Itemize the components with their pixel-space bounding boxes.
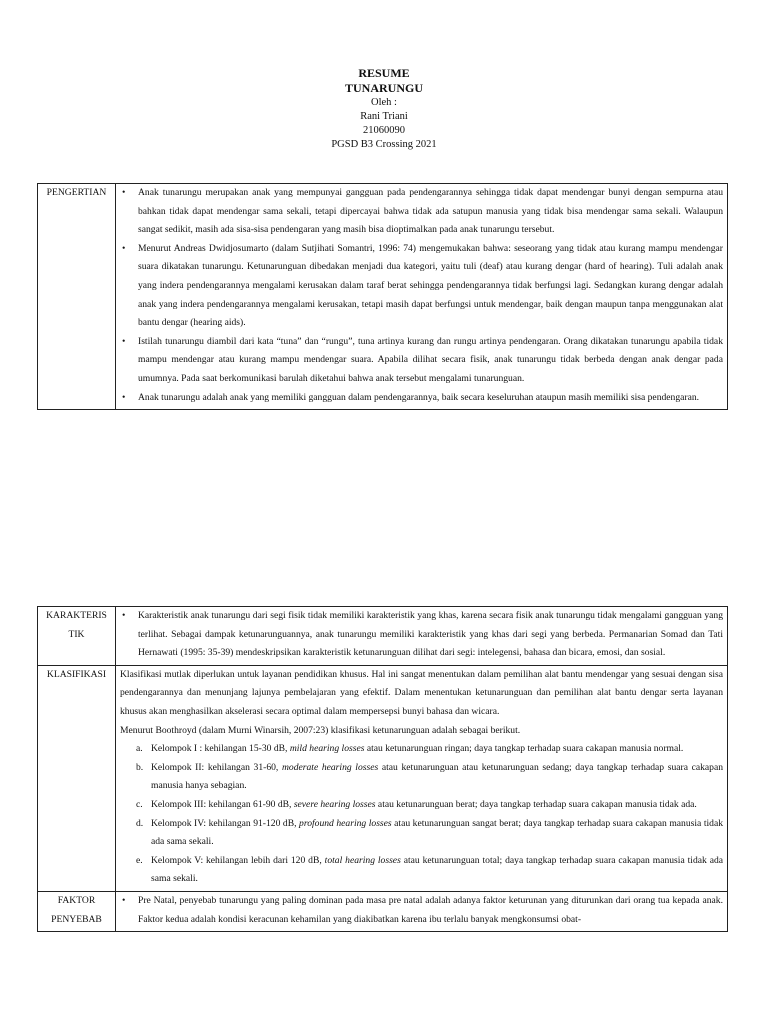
- list-item: • Pre Natal, penyebab tunarungu yang paling dominan pada masa pre natal adalah adanya faktor keturunan yang diturunkan dari orang tua kepada anak. Faktor kedua adalah kondisi keracunan kehamilan yang diakibatkan karena ibu terlalu banyak mengkonsumsi obat-: [138, 892, 723, 929]
- document-subtitle: TUNARUNGU: [345, 81, 423, 95]
- bullet-icon: •: [122, 187, 126, 198]
- author-by-label: Oleh :: [371, 97, 397, 108]
- list-item: • Karakteristik anak tunarungu dari segi fisik tidak memiliki karakteristik yang khas, karena secara fisik anak tunarungu tidak mengalami gangguan yang terlihat. Sebagai dampak ketunarunguannya, anak tunarungu memiliki karakteristik yang khas dari segi yang berbeda. Permanarian Somad dan Tati Hernawati (1995: 35-39) mendeskripsikan karakteristik ketunarunguan dilihat dari segi: intelegensi, bahasa dan bicara, emosi, dan sosial.: [138, 607, 723, 663]
- bullet-icon: •: [122, 894, 126, 906]
- list-item: • Istilah tunarungu diambil dari kata “tuna” dan “rungu”, tuna artinya kurang dan rungu artinya pendengaran. Orang dikatakan tunarungu apabila tidak mampu mendengar atau kurang mampu mendengar suara. Apabila dilihat secara fisik, anak tunarungu tidak berbeda dengan anak dengar pada umumnya. Pada saat berkomunikasi barulah diketahui bahwa anak tersebut mengalami tunarunguan.: [138, 333, 723, 389]
- document-title: RESUME: [358, 66, 410, 80]
- table-row: [38, 184, 728, 410]
- row-content-faktor-penyebab: [116, 891, 728, 931]
- list-item: b. Kelompok II: kehilangan 31-60, moderate hearing losses atau ketunarunguan atau ketunarunguan sedang; daya tangkap terhadap suara cakapan manusia hanya sebagian.: [136, 761, 724, 792]
- row-label-karakteristik: KARAKTERIS TIK: [38, 607, 116, 666]
- list-item: d. Kelompok IV: kehilangan 91-120 dB, profound hearing losses atau ketunarunguan sangat berat; daya tangkap terhadap suara cakapan manusia tidak ada sama sekali.: [136, 817, 723, 848]
- row-content-klasifikasi: [116, 665, 728, 891]
- pengertian-table: [37, 183, 728, 410]
- classification-table: [37, 606, 728, 932]
- author-nim: 21060090: [363, 125, 405, 136]
- table-row: [38, 665, 728, 891]
- row-label-faktor-penyebab: FAKTOR PENYEBAB: [38, 891, 116, 931]
- author-name: Rani Triani: [360, 111, 408, 122]
- list-item: • Anak tunarungu merupakan anak yang mempunyai gangguan pada pendengarannya sehingga tidak dapat mendengar bunyi dengan sempurna atau bahkan tidak dapat mendengar sama sekali, tetapi dipercayai bahwa tidak ada satupun manusia yang tidak bisa mendengar sama sekali. Walaupun sangat sedikit, masih ada sisa-sisa pendengaran yang masih bisa dioptimalkan pada anak tunarungu tersebut.: [138, 184, 723, 240]
- bullet-list: [120, 184, 723, 407]
- klasifikasi-source: Menurut Boothroyd (dalam Murni Winarsih, 2007:23) klasifikasi ketunarunguan adalah sebagai berikut.: [120, 724, 521, 736]
- document-header: [0, 66, 768, 152]
- list-item: • Anak tunarungu adalah anak yang memiliki gangguan dalam pendengarannya, baik secara keseluruhan ataupun masih memiliki sisa pendengaran.: [138, 389, 723, 408]
- bullet-list: [120, 607, 723, 663]
- table-row: [38, 607, 728, 666]
- table-row: [38, 891, 728, 931]
- row-content-karakteristik: [116, 607, 728, 666]
- bullet-list: [120, 892, 723, 929]
- row-content-pengertian: [116, 184, 728, 410]
- list-item: c. Kelompok III: kehilangan 61-90 dB, severe hearing losses atau ketunarunguan berat; daya tangkap terhadap suara cakapan manusia tidak ada.: [136, 798, 697, 810]
- list-item: e. Kelompok V: kehilangan lebih dari 120 dB, total hearing losses atau ketunarunguan total; daya tangkap terhadap suara cakapan manusia tidak ada sama sekali.: [136, 854, 724, 885]
- bullet-icon: •: [122, 242, 126, 254]
- author-program: PGSD B3 Crossing 2021: [331, 139, 437, 150]
- list-item: • Menurut Andreas Dwidjosumarto (dalam Sutjihati Somantri, 1996: 74) mengemukakan bahwa: seseorang yang tidak atau kurang mampu mendengar suara dikatakan tunarungu. Ketunarunguan dibedakan menjadi dua kategori, yaitu tuli (deaf) atau kurang dengar (hard of hearing). Tuli adalah anak yang indera pendengarannya mengalami kerusakan dalam taraf berat sehingga pendengarannya tidak berfungsi lagi. Sedangkan kurang dengar adalah anak yang indera pendengarannya mengalami kerusakan, tetapi masih dapat berfungsi untuk mendengar, baik dengan maupun tanpa menggunakan alat bantu dengar (hearing aids).: [138, 240, 723, 333]
- row-label-pengertian: PENGERTIAN: [38, 184, 116, 410]
- list-item: a. Kelompok I : kehilangan 15-30 dB, mild hearing losses atau ketunarunguan ringan; daya tangkap terhadap suara cakapan manusia normal.: [136, 743, 684, 755]
- bullet-icon: •: [122, 391, 126, 403]
- klasifikasi-intro: Klasifikasi mutlak diperlukan untuk layanan pendidikan khusus. Hal ini sangat menentukan dalam pemilihan alat bantu mendengar yang sesuai dengan sisa pendengarannya dan menunjang lajunya pembelajaran yang efektif. Dalam menentukan ketunarunguan dan pemilihan alat bantu dengar serta layanan khusus akan menghasilkan akselerasi secara optimal dalam mempersepsi bunyi bahasa dan wicara.: [120, 668, 723, 717]
- bullet-icon: •: [122, 610, 126, 621]
- row-label-klasifikasi: KLASIFIKASI: [38, 665, 116, 891]
- bullet-icon: •: [122, 335, 126, 347]
- klasifikasi-list: [120, 740, 723, 889]
